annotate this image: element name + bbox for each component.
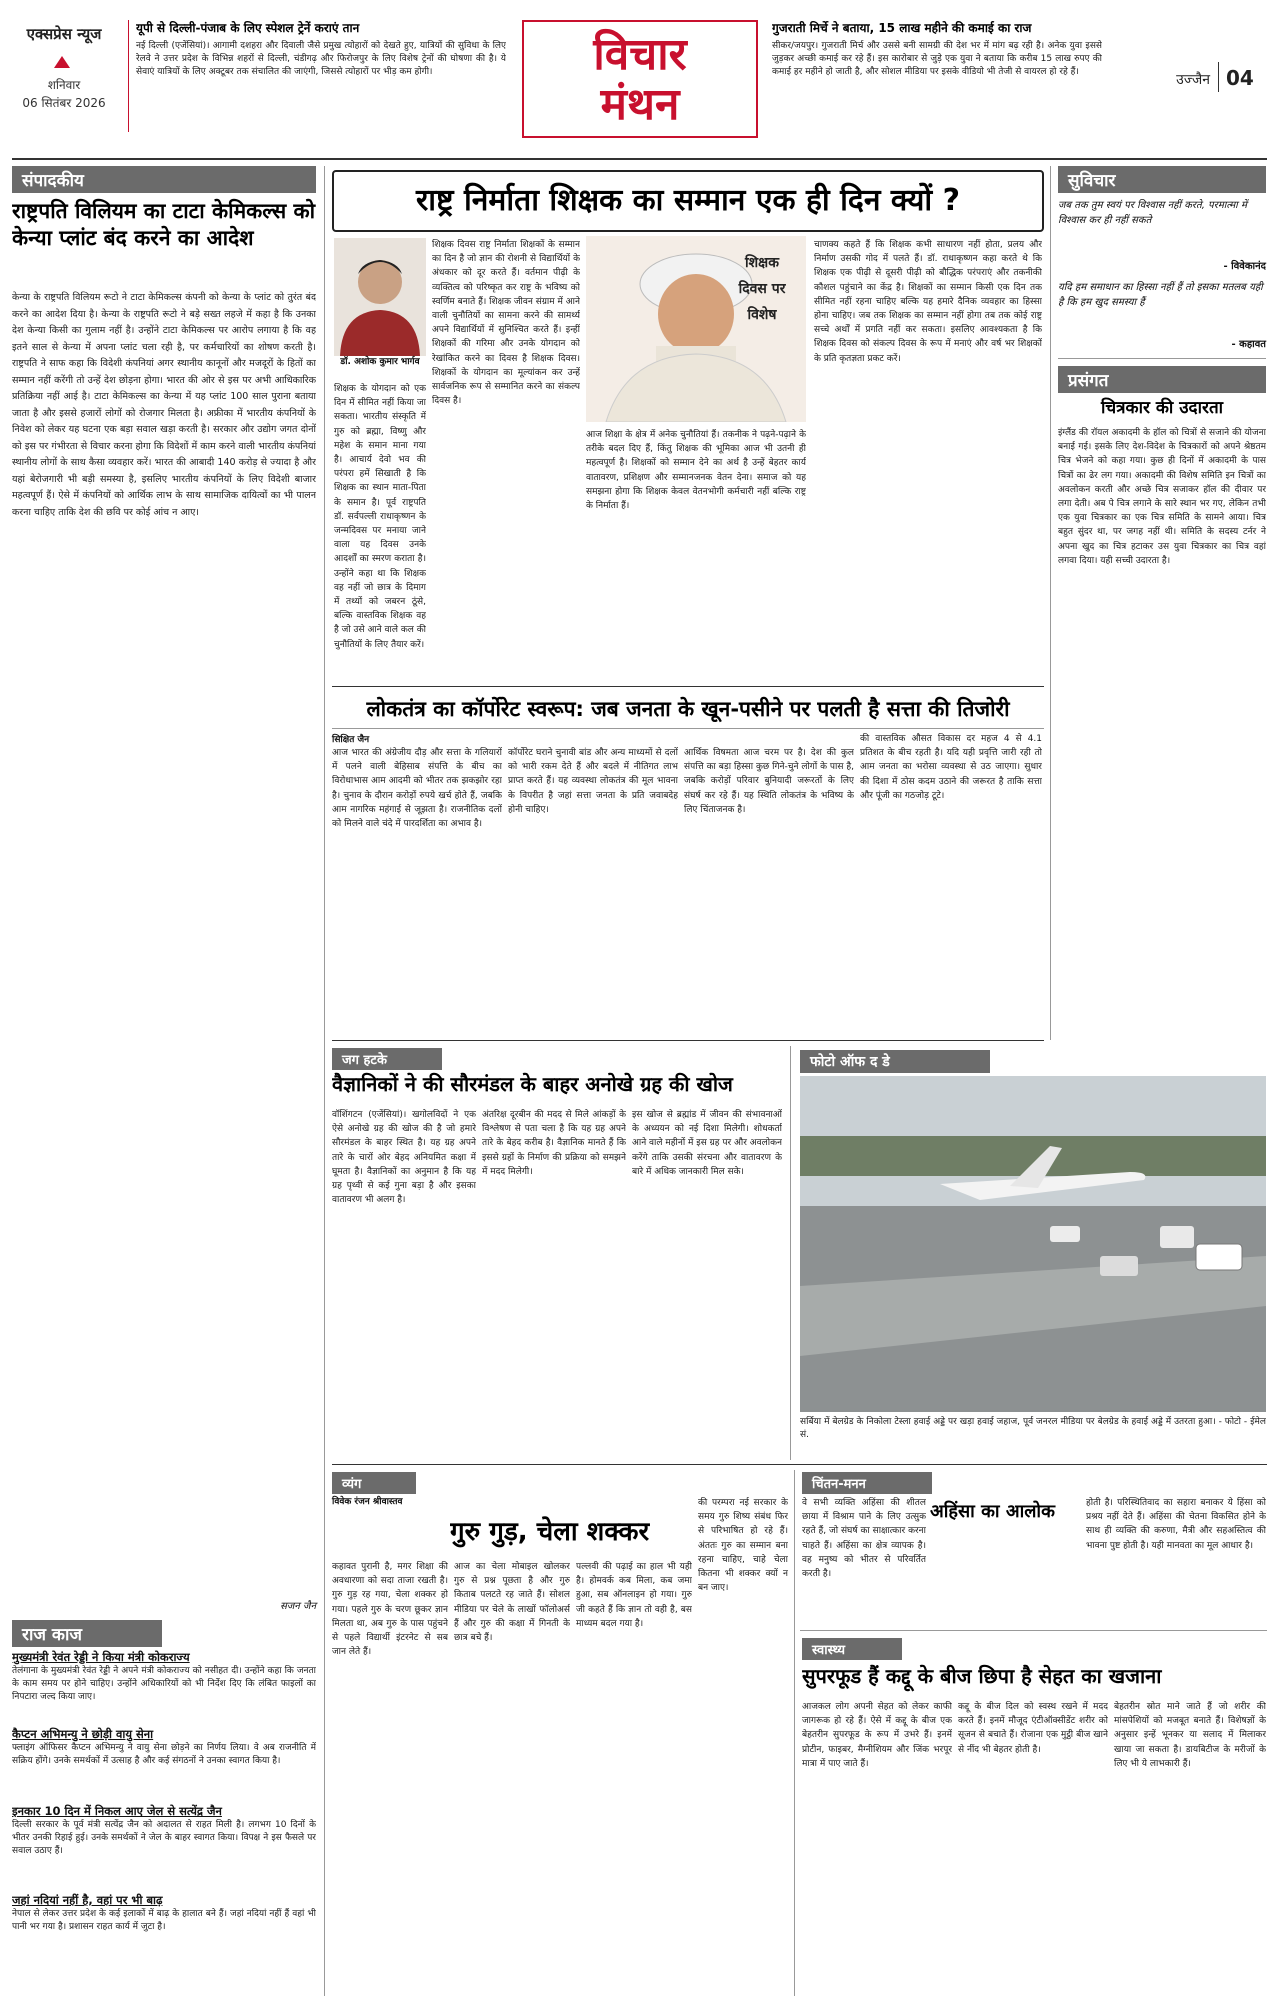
author-caption: डॉ. अशोक कुमार भार्गव [340,357,420,367]
health-col-1: आजकल लोग अपनी सेहत को लेकर काफी जागरूक हो रहे हैं। ऐसे में कद्दू के बीज एक बेहतरीन सुपरफूड के रूप में उभरे हैं। इनमें प्रोटीन, फाइबर, मैग्नीशियम और जिंक भरपूर मात्रा में पाए जाते हैं। [802,1702,952,1769]
context-body: इंग्लैंड की रॉयल अकादमी के हॉल को चित्रों से सजाने की योजना बनाई गई। इसके लिए देश-विदेश के चित्रकारों को अपने श्रेष्ठतम चित्र भेजने को कहा गया। कुछ ही दिनों में अकादमी के पास चित्रों का ढेर लग गया। अकादमी की विशेष समिति इन चित्रों का अवलोकन करती और अच्छे चित्र सजाकर हॉल की दीवार पर लगा देती। अब पे चित्र लगाने के सारे स्थान भर गए, लेकिन तभी एक युवा चित्रकार का एक चित्र समिति के सामने आया। चित्र बहुत सुंदर था, पर जगह नहीं थी। समिति के सदस्य टर्नर ने अपना खुद का चित्र हटाकर उस युवा चित्रकार का चित्र वहां लगवा दिया। यही सच्ची उदारता है। [1058,428,1266,566]
context-title: चित्रकार की उदारता [1100,398,1224,418]
democracy-byline: सिक्षित जैन [332,735,370,745]
photo-of-day-image [800,1076,1266,1412]
satire-byline: विवेक रंजन श्रीवास्तव [332,1497,403,1507]
quote-2: यदि हम समाधान का हिस्सा नहीं हैं तो इसका मतलब यही है कि हम खुद समस्या हैं [1058,282,1263,308]
quote-2-author: - कहावत [1231,339,1266,350]
science-col-2: अंतरिक्ष दूरबीन की मदद से मिले आंकड़ों के विश्लेषण से पता चला है कि यह ग्रह अपने तारे के बेहद करीब है। वैज्ञानिक मानते हैं कि इससे ग्रहों के निर्माण की प्रक्रिया को समझने में मदद मिलेगी। [482,1110,626,1177]
lead-col-1: शिक्षक दिवस राष्ट्र निर्माता शिक्षकों के सम्मान का दिन है जो ज्ञान की रोशनी से विद्यार्थियों के अंधकार को दूर करते हैं। वर्तमान पीढ़ी के व्यक्तित्व को परिष्कृत कर राष्ट्र के भविष्य को स्वर्णिम बनाते हैं। शिक्षक जीवन संग्राम में आने वाली चुनौतियों का सामना करने की सामर्थ्य अपने विद्यार्थियों में सुनिश्चित करते हैं। इन्हीं शिक्षकों की गरिमा और उनके योगदान को रेखांकित करने का दिवस है शिक्षक दिवस। शिक्षकों के योगदान का मूल्यांकन कर उन्हें सार्वजनिक रूप से सम्मानित करने का संकल्प दिवस है। [432,240,580,407]
brief-text: दिल्ली सरकार के पूर्व मंत्री सत्येंद्र जैन को अदालत से राहत मिली है। लगभग 10 दिनों के भीतर उनकी रिहाई हुई। उनके समर्थकों ने जेल के बाहर स्वागत किया। विपक्ष ने इस फैसले पर सवाल उठाए हैं। [12,1820,316,1856]
democracy-col-1: आज भारत की अंग्रेजीय दौड़ और सत्ता के गलियारों में पलने वाली बेहिसाब संपत्ति के बीच का विरोधाभास आम आदमी को भीतर तक झकझोर रहा है। चुनाव के दौरान करोड़ों रुपये खर्च होते हैं, जबकि आम नागरिक महंगाई से जूझता है। राजनीतिक दलों को मिलने वाले चंदे में पारदर्शिता का अभाव है। [332,748,502,830]
ahimsa-col-2: होती है। परिस्थितिवाद का सहारा बनाकर ये हिंसा को प्रश्रय नहीं देते हैं। अहिंसा की चेतना विकसित होने के साथ ही व्यक्ति की करुणा, मैत्री और सहअस्तित्व की भावना पुष्ट होती है। यही मानवता का मूल आधार है। [1086,1498,1266,1551]
satire-headline: गुरु गुड़, चेला शक्कर [450,1517,650,1547]
lead-tag-line-3: विशेष [747,307,777,323]
brief-title: जहां नदियां नहीं है, वहां पर भी बाढ़ [12,1893,163,1907]
photo-of-day-caption: सर्बिया में बेलग्रेड के निकोला टेस्ला हवाई अड्डे पर खड़ा हवाई जहाज, पूर्व जनरल मीडिया पर बेलग्रेड के हवाई अड्डे में उतरता हुआ। - फोटो - ईमेल सं. [800,1417,1266,1440]
context-label: प्रसंगत [1058,366,1266,393]
brand-line-2: मंथन [600,79,680,130]
author-photo [334,238,426,356]
lead-headline-box [332,170,1044,232]
brief-title: इनकार 10 दिन में निकल आए जेल से सत्येंद्र जैन [12,1804,222,1818]
brief-item [12,1804,316,1887]
brief-text: नेपाल से लेकर उत्तर प्रदेश के कई इलाकों में बाढ़ के हालात बने हैं। जहां नदियां नहीं हैं वहां भी पानी भर गया है। प्रशासन राहत कार्य में जुटा है। [12,1909,316,1932]
masthead-right-text: सीकर/जयपुर। गुजराती मिर्च और उससे बनी सामग्री की देश भर में मांग बढ़ रही है। अनेक युवा इससे जुड़कर अच्छी कमाई कर रहे हैं। इस कारोबार से जुड़े एक युवा ने बताया कि करीब 15 लाख रुपए की कमाई हर महीने हो जाती है, और सोशल मीडिया पर इसके वीडियो भी तेजी से वायरल हो रहे हैं। [772,41,1102,77]
lead-col-4: चाणक्य कहते हैं कि शिक्षक कभी साधारण नहीं होता, प्रलय और निर्माण उसकी गोद में पलते हैं। डॉ. राधाकृष्णन कहा करते थे कि शिक्षक एक पीढ़ी से दूसरी पीढ़ी को बौद्धिक परंपराएं और तकनीकी कौशल पहुंचाने का केंद्र है। शिक्षकों का सम्मान किसी एक दिन तक सीमित नहीं रहना चाहिए बल्कि यह हमारे दैनिक व्यवहार का हिस्सा होना चाहिए। जब तक शिक्षक का सम्मान नहीं होगा तब तक कोई राष्ट्र सच्चे अर्थों में प्रगति नहीं कर सकता। इसलिए आवश्यकता है कि शिक्षक दिवस को संकल्प दिवस के रूप में मनाएं और वर्ष भर शिक्षकों के प्रति कृतज्ञता प्रकट करें। [814,240,1042,364]
science-col-1: वॉशिंगटन (एजेंसियां)। खगोलविदों ने एक ऐसे अनोखे ग्रह की खोज की है जो हमारे सौरमंडल के बाहर स्थित है। यह ग्रह अपने तारे के चारों ओर बेहद अनियमित कक्षा में घूमता है। वैज्ञानिकों का अनुमान है कि यह ग्रह पृथ्वी से कई गुना बड़ा है और इसका वातावरण भी अलग है। [332,1110,476,1206]
satire-col-3: पल्लवी की पढ़ाई का हाल भी यही है। होमवर्क कब मिला, कब जमा हुआ, सब ऑनलाइन हो गया। गुरु जी कहते हैं कि ज्ञान तो वही है, बस माध्यम बदल गया है। [576,1562,692,1629]
briefs [12,1650,316,2000]
brief-text: फ्लाइंग ऑफिसर कैप्टन अभिमन्यु ने वायु सेना छोड़ने का निर्णय लिया। वे अब राजनीति में सक्रिय होंगे। उनके समर्थकों में उत्साह है और कई संगठनों ने उनका स्वागत किया है। [12,1743,316,1766]
science-label: जग हटके [332,1048,442,1070]
date: 06 सितंबर 2026 [22,96,106,110]
paper-name: एक्सप्रेस न्यूज [26,25,102,43]
briefs-label: राज काज [12,1620,162,1647]
health-headline: सुपरफूड हैं कद्दू के बीज छिपा है सेहत का खजाना [802,1664,1162,1688]
masthead-right-title: गुजराती मिर्चे ने बताया, 15 लाख महीने की कमाई का राज [772,21,1032,35]
day: शनिवार [47,78,81,92]
health-label: स्वास्थ्य [802,1638,902,1660]
satire-col-1: कहावत पुरानी है, मगर शिक्षा की अवधारणा को सदा ताजा रखती है। गुरु गुड़ रह गया, चेला शक्कर हो गया। पहले गुरु के चरण छूकर ज्ञान मिलता था, अब गुरु के पास पहुंचने से पहले विद्यार्थी इंटरनेट से सब जान लेते हैं। [332,1562,448,1658]
lead-tag-line-1: शिक्षक [745,255,779,271]
democracy-col-4: की वास्तविक औसत विकास दर महज 4 से 4.1 प्रतिशत के बीच रहती है। यदि यही प्रवृत्ति जारी रही तो आम जनता का भरोसा व्यवस्था से उठ जाएगा। सुधार की दिशा में ठोस कदम उठाने की जरूरत है ताकि सत्ता और पूंजी का गठजोड़ टूटे। [860,734,1042,801]
brand-line-1: विचार [593,29,687,80]
masthead [0,0,1279,160]
brief-item [12,1893,316,1952]
author-portrait-icon [334,238,426,356]
editorial-body: केन्या के राष्ट्रपति विलियम रूटो ने टाटा केमिकल्स कंपनी को केन्या के प्लांट को तुरंत बंद करने का आदेश दिया है। केन्या के राष्ट्रपति रूटो ने बड़े सख्त लहजे में कहा है कि उनका देश केन्या किसी का गुलाम नहीं है। उन्होंने टाटा केमिकल्स पर आरोप लगाया है कि वह इतने साल से केन्या में अपना प्लांट चला रही है, पर कर्मचारियों का शोषण करती है। राष्ट्रपति ने साफ कहा कि विदेशी कंपनियां अगर स्थानीय कानूनों और मजदूरों के हितों का सम्मान नहीं करेंगी तो उन्हें देश छोड़ना होगा। भारत की ओर से इस पर अभी आधिकारिक प्रतिक्रिया नहीं आई है। टाटा केमिकल्स का केन्या में यह प्लांट 100 साल पुराना बताया जाता है और इससे हजारों लोगों को रोजगार मिलता है। अफ्रीका में भारतीय कंपनियों के निवेश को लेकर यह घटना एक बड़ा सवाल खड़ा करती है। सरकार और उद्योग जगत दोनों को इस पर गंभीरता से विचार करना होगा कि विदेशों में काम करने वाली भारतीय कंपनियां स्थानीय लोगों के साथ कैसा व्यवहार करें। भारत की आबादी 140 करोड़ से ज्यादा है और यहां बेरोजगारी भी बड़ी समस्या है, इसलिए भारतीय कंपनियों के लिए विदेशी बाजार महत्वपूर्ण हैं। ऐसे में कंपनियों को आर्थिक लाभ के साथ सामाजिक दायित्वों का भी पालन करना चाहिए ताकि देश की छवि पर कोई आंच न आए। [12,292,316,518]
democracy-col-2: कॉर्पोरेट घराने चुनावी बांड और अन्य माध्यमों से दलों को भारी रकम देते हैं और बदले में नीतिगत लाभ प्राप्त करते हैं। यह व्यवस्था लोकतंत्र की मूल भावना के विपरीत है जहां सत्ता जनता के प्रति जवाबदेह होनी चाहिए। [508,748,678,815]
page-number: 04 [1226,66,1254,90]
masthead-left-title: यूपी से दिल्ली-पंजाब के लिए स्पेशल ट्रेनें कराएं तान [136,21,360,35]
editorial-label: संपादकीय [12,166,316,193]
democracy-headline: लोकतंत्र का कॉर्पोरेट स्वरूप: जब जनता के खून-पसीने पर पलती है सत्ता की तिजोरी [366,697,1010,721]
ahimsa-col-1: वे सभी व्यक्ति अहिंसा की शीतल छाया में विश्राम पाने के लिए उत्सुक रहते हैं, जो संघर्ष का साक्षात्कार करना चाहते हैं। अहिंसा का क्षेत्र व्यापक है। वह मनुष्य को भीतर से परिवर्तित करती है। [802,1498,926,1580]
masthead-left-text: नई दिल्ली (एजेंसियां)। आगामी दशहरा और दिवाली जैसे प्रमुख त्योहारों को देखते हुए, यात्रियों की सुविधा के लिए रेलवे ने उत्तर प्रदेश के विभिन्न शहरों से दिल्ली, चंडीगढ़ और फिरोजपुर के लिए विशेष ट्रेनों की घोषणा की है। ये सेवाएं यात्रियों के लिए अक्टूबर तक संचालित की जाएंगी, जिससे त्योहारों पर भीड़ कम होगी। [136,41,506,77]
editorial-headline: राष्ट्रपति विलियम का टाटा केमिकल्स को केन्या प्लांट बंद करने का आदेश [12,199,316,250]
quote-1-author: - विवेकानंद [1223,261,1266,272]
logo-mark-icon [54,56,70,68]
photo-of-day-label: फोटो ऑफ द डे [800,1050,990,1073]
lead-tag [720,250,804,328]
quote-1: जब तक तुम स्वयं पर विश्वास नहीं करते, परमात्मा में विश्वास कर ही नहीं सकते [1058,200,1247,226]
health-col-2: कद्दू के बीज दिल को स्वस्थ रखने में मदद करते हैं। इनमें मौजूद एंटीऑक्सीडेंट शरीर को सूजन से बचाते हैं। रोजाना एक मुट्ठी बीज खाने से नींद भी बेहतर होती है। [958,1702,1108,1755]
science-headline: वैज्ञानिकों ने की सौरमंडल के बाहर अनोखे ग्रह की खोज [332,1072,733,1096]
brief-item [12,1727,316,1798]
satire-col-2: आज का चेला मोबाइल खोलकर गुरु से प्रश्न पूछता है और गुरु किताब पलटते रह जाते हैं। सोशल मीडिया पर चेले के लाखों फॉलोअर्स हैं और गुरु की कक्षा में गिनती के छात्र बचे हैं। [454,1562,570,1644]
brief-title: कैप्टन अभिमन्यु ने छोड़ी वायु सेना [12,1727,154,1741]
brief-title: मुख्यमंत्री रेवंत रेड्डी ने किया मंत्री कोकराज्य [12,1650,190,1664]
science-col-3: इस खोज से ब्रह्मांड में जीवन की संभावनाओं के अध्ययन को नई दिशा मिलेगी। शोधकर्ता आने वाले महीनों में इस ग्रह पर और अवलोकन करेंगे ताकि उसकी संरचना और वातावरण के बारे में अधिक जानकारी मिल सके। [632,1110,782,1177]
lead-tag-line-2: दिवस पर [738,281,786,297]
airport-photo-icon [800,1076,1266,1412]
editorial-author: सजन जैन [280,1601,316,1612]
satire-label: व्यंग [332,1472,416,1494]
ahimsa-title: अहिंसा का आलोक [930,1501,1055,1522]
city: उज्जैन [1176,72,1210,88]
lead-headline: राष्ट्र निर्माता शिक्षक का सम्मान एक ही दिन क्यों ? [415,183,960,218]
ahimsa-label: चिंतन-मनन [802,1472,932,1494]
health-col-3: बेहतरीन स्रोत माने जाते हैं जो शरीर की मांसपेशियों को मजबूत बनाते हैं। विशेषज्ञों के अनुसार इन्हें भूनकर या सलाद में मिलाकर खाया जा सकता है। डायबिटीज के मरीजों के लिए भी ये लाभकारी हैं। [1114,1702,1266,1769]
quote-label: सुविचार [1058,166,1266,193]
brand-box [522,20,758,138]
lead-col-1b: शिक्षक के योगदान को एक दिन में सीमित नहीं किया जा सकता। भारतीय संस्कृति में गुरु को ब्रह्मा, विष्णु और महेश के समान माना गया है। आचार्य देवो भव की परंपरा हमें सिखाती है कि शिक्षक का स्थान माता-पिता के समान है। पूर्व राष्ट्रपति डॉ. सर्वपल्ली राधाकृष्णन के जन्मदिवस पर मनाया जाने वाला यह दिवस उनके आदर्शों का स्मरण कराता है। उन्होंने कहा था कि शिक्षक वह नहीं जो छात्र के दिमाग में तथ्यों को जबरन ठूंसे, बल्कि वास्तविक शिक्षक वह है जो उसे आने वाले कल की चुनौतियों के लिए तैयार करें। [334,384,426,650]
democracy-col-3: आर्थिक विषमता आज चरम पर है। देश की कुल संपत्ति का बड़ा हिस्सा कुछ गिने-चुने लोगों के पास है, जबकि करोड़ों परिवार बुनियादी जरूरतों के लिए संघर्ष कर रहे हैं। यह स्थिति लोकतंत्र के भविष्य के लिए चिंताजनक है। [684,748,854,815]
brief-text: तेलंगाना के मुख्यमंत्री रेवंत रेड्डी ने अपने मंत्री कोकराज्य को नसीहत दी। उन्होंने कहा कि जनता के काम समय पर होने चाहिए। उन्होंने अधिकारियों को भी निर्देश दिए कि लंबित फाइलों का निपटारा जल्द किया जाए। [12,1666,316,1702]
brief-item [12,1650,316,1721]
lead-col-3: आज शिक्षा के क्षेत्र में अनेक चुनौतियां हैं। तकनीक ने पढ़ने-पढ़ाने के तरीके बदल दिए हैं, किंतु शिक्षक की भूमिका आज भी उतनी ही महत्वपूर्ण है। शिक्षकों को सम्मान देने का अर्थ है उन्हें बेहतर कार्य वातावरण, प्रशिक्षण और सम्मानजनक वेतन देना। समाज को यह समझना होगा कि शिक्षक केवल वेतनभोगी कर्मचारी नहीं बल्कि राष्ट्र के निर्माता हैं। [586,430,806,512]
satire-col-4: की परम्परा नई सरकार के समय गुरु शिष्य संबंध फिर से परिभाषित हो रहे हैं। अंततः गुरु का सम्मान बना रहना चाहिए, चाहे चेला कितना भी शक्कर क्यों न बन जाए। [698,1498,788,1594]
